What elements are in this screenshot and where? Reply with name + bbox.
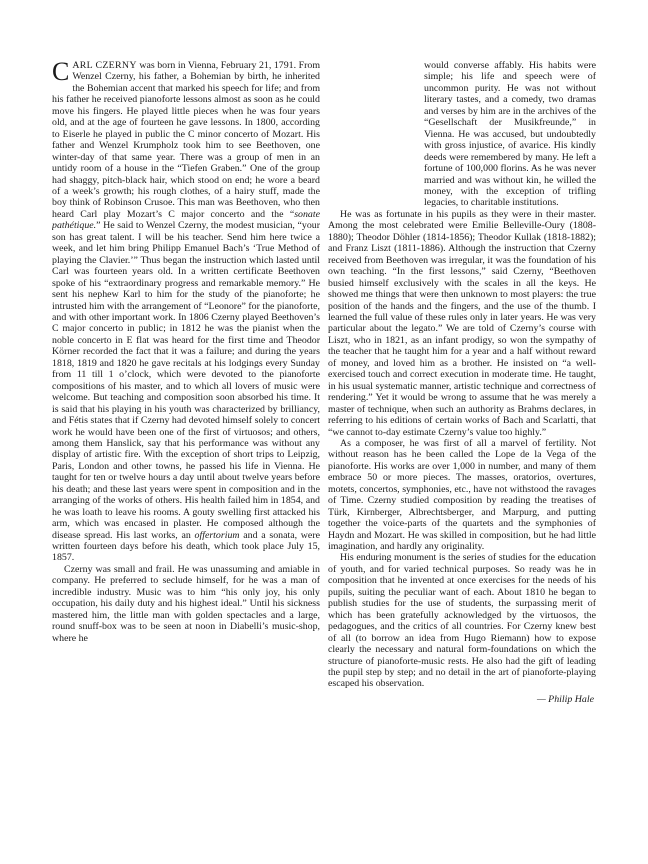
paragraph-character: Czerny was small and frail. He was unassuming and amiable in company. He preferred to seclude himself, for he was a man of incredible industry. Music was to him “his only joy, his only occupation, his daily duty and his highest ideal.” Until his sickness mastered him, the little man with golden spectacles and a large, round snuff-box was to be seen at noon in Diabelli’s music-shop, where he (52, 563, 320, 644)
intro-text-continued: ” He said to Wenzel Czerny, the modest musician, “your son has great talent. I will be his teacher. Send him here twice a week, and let him bring Philipp Emanuel Bach’s ‘True Method of playing the Clavier.’” Thus began the instruction which lasted until Carl was fourteen years old. In a written certificate Beethoven spoke of his “extraordinary progress and remarkable memory.” He sent his nephew Karl to him for the study of the pianoforte; he intrusted him with the arrangement of “Leonore” for the pianoforte, and with other important work. In 1806 Czerny played Beethoven’s C major concerto in public; in 1812 he was the pianist when the noble concerto in E flat was heard for the first time and Theodor Körner recorded the fact that it was a failure; and during the years 1818, 1819 and 1820 he gave recitals at his lodgings every Sunday from 11 till 1 o’clock, which were devoted to the pianoforte compositions of his master, and to which all lovers of music were welcome. But teaching and composition soon absorbed his time. It is said that his playing in his youth was characterized by brilliancy, and Fétis states that if Czerny had devoted himself solely to concert work he would have been one of the first of virtuosos; and others, among them Hanslick, say that his performance was without any display of artistic fire. With the exception of short trips to Leipzig, Paris, London and other towns, he passed his life in Vienna. He taught for ten or twelve hours a day until about twelve years before his death; and these last years were spent in composition and in the arranging of the works of others. His health failed him in 1854, and he was loath to leave his rooms. A gouty swelling first attacked his arm, which was encased in plaster. He composed although the disease spread. His last works, an (52, 220, 320, 541)
habits-text: would converse affably. His habits were simple; his life and speech were of uncommon purity. He was not without literary tastes, and a comedy, two dramas and verses by him are in the archives of the “Gesellschaft der Musikfreunde,” in Vienna. He was accused, but undoubtedly with gross injustice, of avarice. His kindly deeds were remembered by many. He left a fortune of 100,000 florins. As he was never married and was without kin, he willed the money, with the exception of trifling legacies, to charitable institutions. (424, 60, 596, 209)
author-signature: — Philip Hale (536, 693, 594, 705)
paragraph-intro (52, 60, 320, 564)
drop-cap: C (52, 60, 70, 86)
paragraph-composer: As a composer, he was first of all a marvel of fertility. Not without reason has he been called the Lope de la Vega of the pianoforte. His works are over 1,000 in number, and many of them embrace 50 or more pieces. The masses, oratorios, overtures, motets, concertos, symphonies, etc., have not withstood the ravages of Time. Czerny studied composition by reading the treatises of Türk, Kirnberger, Albrechtsberger, and Marpurg, and putting together the voice-parts of the quartets and the symphonies of Haydn and Mozart. He was skilled in composition, but he had little imagination, and hardly any originality. (328, 437, 596, 553)
text-columns (52, 60, 596, 800)
italic-offertorium: offertorium (194, 529, 240, 541)
paragraph-studies: His enduring monument is the series of studies for the education of youth, and for varied technical purposes. So ready was he in composition that he invented at once exercises for the needs of his pupils, suiting the peculiar want of each. About 1810 he began to publish studies for the use of students, the surpassing merit of which has been gratefully acknowledged by the virtuosos, the pedagogues, and the critics of all countries. For Czerny knew best of all (to borrow an idea from Hugo Riemann) how to expose clearly the necessary and natural form-foundations on which the structure of pianoforte-music rests. He also had the gift of leading the pupil step by step; and no detail in the art of pianoforte-playing escaped his observation. (328, 552, 596, 690)
right-column (328, 60, 596, 800)
paragraph-habits (328, 60, 596, 209)
italic-sonate: sonate pathétique. (52, 208, 320, 232)
left-column (52, 60, 320, 800)
intro-text-tail: and a sonata, were written fourteen days before his death, which took place July 15, 1857. (52, 529, 320, 564)
paragraph-pupils: He was as fortunate in his pupils as they were in their master. Among the most celebrated were Emilie Belleville-Oury (1808-1880); Theodor Döhler (1814-1856); Theodor Kullak (1818-1882); and Franz Liszt (1811-1886). Although the instruction that Czerny received from Beethoven was irregular, it was the foundation of his own teaching. “In the first lessons,” said Czerny, “Beethoven busied himself exclusively with the scales in all the keys. He showed me things that were then unknown to most players: the true position of the hands and the fingers, and the use of the thumb. I learned the full value of these rules only in later years. He was very particular about the legato.” We are told of Czerny’s course with Liszt, who in 1821, as an infant prodigy, so won the sympathy of the teacher that he taught him for a year and a half without reward of money, and loved him as a brother. He insisted on “a well-exercised touch and correct execution in moderate time. He taught, in his usual systematic manner, artistic technique and correctness of rendering.” Yet it would be wrong to assume that he was merely a master of technique, when such an authority as Brahms declares, in referring to his editions of certain works of Bach and Scarlatti, that “we cannot to-day estimate Czerny’s value too highly.” (328, 208, 596, 438)
name-small-caps: ARL CZERNY (72, 60, 137, 71)
intro-text: was born in Vienna, February 21, 1791. From Wenzel Czerny, his father, a Bohemian by birth, he inherited the Bohemian accent that marked his speech for life; and from his father he received pianoforte lessons almost as soon as he could move his fingers. He played little pieces when he was four years old, and at the age of fourteen he gave lessons. In 1800, according to Eiserle he played in public the C minor concerto of Mozart. His father and Wenzel Krumpholz took him to see Beethoven, one winter-day of that same year. There was a group of men in an untidy room of a house in the “Tiefen Graben.” One of the group had shaggy, pitch-black hair, which stood on end; he wore a beard of a week’s growth; his rough clothes, of a hairy stuff, made the boy think of Robinson Crusoe. This man was Beethoven, who then heard Carl play Mozart’s C major concerto and the “ (52, 60, 320, 220)
